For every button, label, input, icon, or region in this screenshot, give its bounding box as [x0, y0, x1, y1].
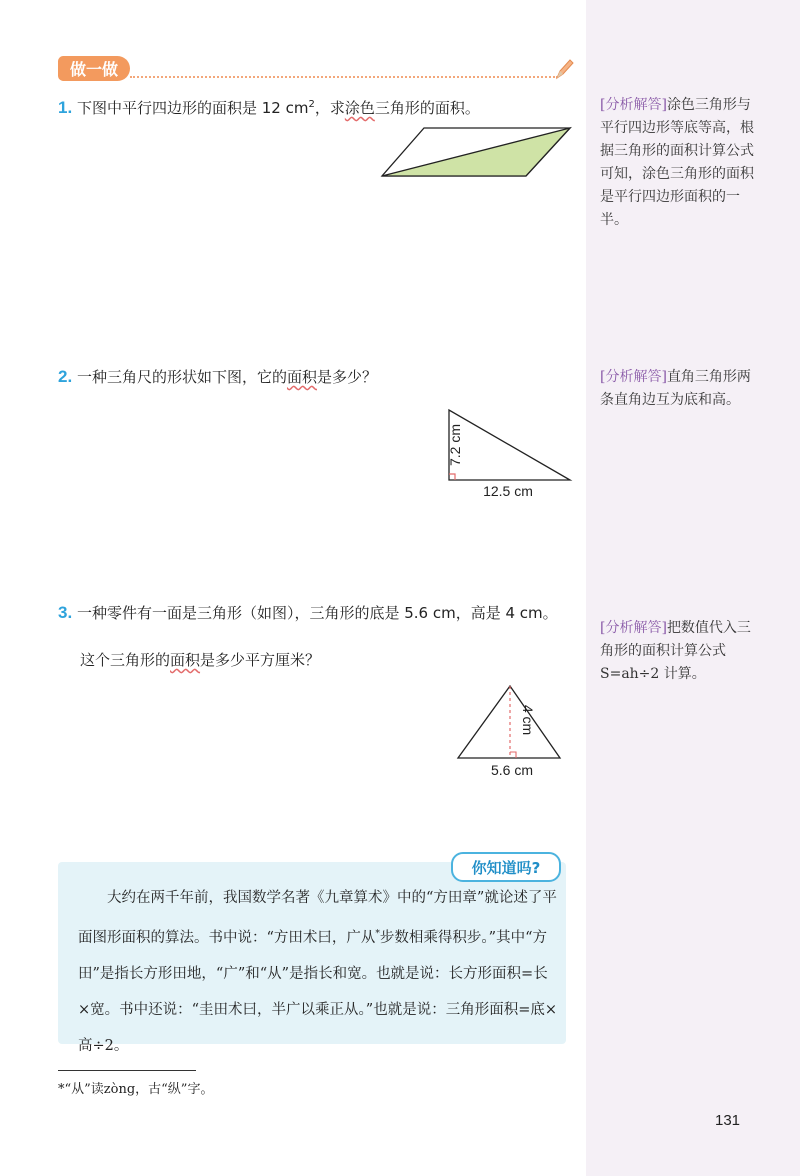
- analysis-note-1: [分析解答]涂色三角形与平行四边形等底等高，根据三角形的面积计算公式可知，涂色三角形的面积是平行四边形面积的一半。: [600, 97, 754, 228]
- question-3-line-2: 这个三角形的面积是多少平方厘米？: [80, 651, 321, 669]
- did-you-know-tag: 你知道吗?: [451, 852, 561, 882]
- question-3: 3. 一种零件有一面是三角形（如图），三角形的底是 5.6 cm，高是 4 cm。: [58, 603, 558, 622]
- footnote: *“从”读zòng，古“纵”字。: [58, 1082, 214, 1097]
- question-number: 1.: [58, 98, 73, 117]
- page-number: 131: [715, 1112, 741, 1129]
- right-triangle-figure: [430, 404, 580, 504]
- analysis-note-2: [分析解答]直角三角形两条直角边互为底和高。: [600, 369, 751, 408]
- question-number: 2.: [58, 367, 73, 386]
- height-label: 7.2 cm: [447, 423, 463, 467]
- analysis-note-3: [分析解答]把数值代入三角形的面积计算公式 S=ah÷2 计算。: [600, 620, 751, 682]
- parallelogram-figure: [380, 124, 574, 180]
- question-1: 1. 下图中平行四边形的面积是 12 $cm^2$，求涂色三角形的面积。: [58, 98, 480, 117]
- header-divider: [130, 76, 558, 78]
- base-label: 12.5 cm: [483, 483, 533, 499]
- question-2: 2. 一种三角尺的形状如下图，它的面积是多少？: [58, 367, 378, 386]
- height-label: 4 cm: [520, 704, 536, 736]
- pencil-icon: [554, 58, 574, 82]
- section-badge: 做一做: [58, 56, 130, 81]
- footnote-divider: [58, 1070, 196, 1071]
- did-you-know-text: 大约在两千年前，我国数学名著《九章算术》中的“方田章”就论述了平面图形面积的算法。书中说：“方田术曰，广从*步数相乘得积步。”其中“方田”是指长方形田地，“广”和“从”是指长和宽。也就是说：长方形面积=长×宽。书中还说：“圭田术曰，半广以乘正从。”也就是说：三角形面积=底×高÷2。: [78, 890, 558, 1054]
- question-number: 3.: [58, 603, 73, 622]
- isosceles-triangle-figure: [450, 680, 570, 780]
- base-label: 5.6 cm: [490, 762, 534, 778]
